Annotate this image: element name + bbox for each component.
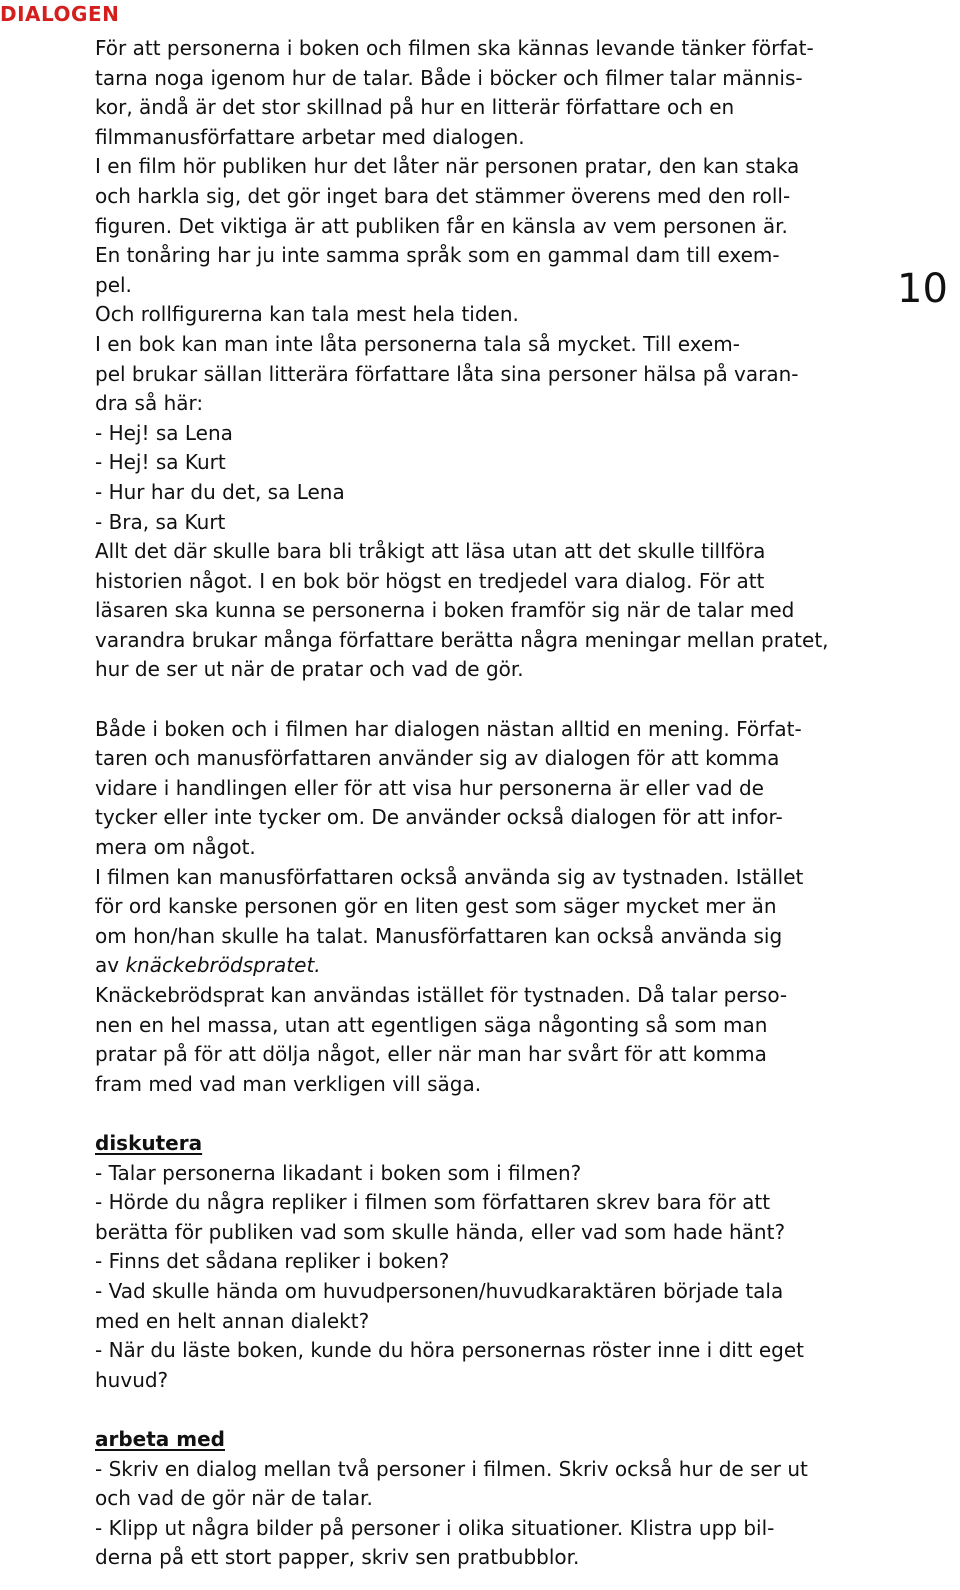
- heading-diskutera: diskutera: [95, 1130, 203, 1155]
- text-line: Både i boken och i filmen har dialogen nästan alltid en mening. Förfat-: [95, 716, 802, 741]
- dialogue-line: - Bra, sa Kurt: [95, 509, 226, 534]
- text-line: figuren. Det viktiga är att publiken får en känsla av vem personen är.: [95, 213, 788, 238]
- question-line: med en helt annan dialekt?: [95, 1308, 370, 1333]
- text-line: dra så här:: [95, 391, 204, 416]
- text-line: I en film hör publiken hur det låter när personen pratar, den kan staka: [95, 154, 800, 179]
- text-line: mera om något.: [95, 835, 256, 860]
- text-line: I en bok kan man inte låta personerna tala så mycket. Till exem-: [95, 331, 740, 356]
- text-line: taren och manusförfattaren använder sig av dialogen för att komma: [95, 746, 780, 771]
- section-title: DIALOGEN: [0, 2, 120, 26]
- task-line: - Klipp ut några bilder på personer i olika situationer. Klistra upp bil-: [95, 1515, 775, 1540]
- text-line: tarna noga igenom hur de talar. Både i böcker och filmer talar männis-: [95, 65, 803, 90]
- text-line: varandra brukar många författare berätta några meningar mellan pratet,: [95, 627, 829, 652]
- text-line: Och rollfigurerna kan tala mest hela tiden.: [95, 302, 519, 327]
- text-line: om hon/han skulle ha talat. Manusförfattaren kan också använda sig: [95, 923, 783, 948]
- text-line: filmmanusförfattare arbetar med dialogen.: [95, 124, 525, 149]
- task-line: derna på ett stort papper, skriv sen pratbubblor.: [95, 1545, 580, 1570]
- text-line: En tonåring har ju inte samma språk som en gammal dam till exem-: [95, 243, 780, 268]
- text-line: fram med vad man verkligen vill säga.: [95, 1071, 482, 1096]
- page-number: 10: [897, 266, 948, 312]
- question-line: - Finns det sådana repliker i boken?: [95, 1249, 450, 1274]
- text-line: kor, ändå är det stor skillnad på hur en litterär författare och en: [95, 95, 735, 120]
- text-line: nen en hel massa, utan att egentligen säga någonting så som man: [95, 1012, 768, 1037]
- italic-term: knäckebrödspratet.: [125, 953, 321, 978]
- task-line: och vad de gör när de talar.: [95, 1486, 373, 1511]
- task-line: - Skriv en dialog mellan två personer i filmen. Skriv också hur de ser ut: [95, 1456, 808, 1481]
- text-line: pel.: [95, 272, 132, 297]
- heading-arbeta-med: arbeta med: [95, 1426, 225, 1451]
- text-line: historien något. I en bok bör högst en tredjedel vara dialog. För att: [95, 568, 765, 593]
- blank-line: [95, 1395, 845, 1425]
- dialogue-line: - Hej! sa Kurt: [95, 450, 226, 475]
- text-line: pel brukar sällan litterära författare låta sina personer hälsa på varan-: [95, 361, 799, 386]
- text-line: pratar på för att dölja något, eller när man har svårt för att komma: [95, 1042, 767, 1067]
- body-text: [95, 34, 845, 1573]
- dialogue-line: - Hur har du det, sa Lena: [95, 479, 345, 504]
- blank-line: [95, 685, 845, 715]
- question-line: - Talar personerna likadant i boken som i filmen?: [95, 1160, 582, 1185]
- text-line: Allt det där skulle bara bli tråkigt att läsa utan att det skulle tillföra: [95, 539, 766, 564]
- text-line: läsaren ska kunna se personerna i boken framför sig när de talar med: [95, 598, 795, 623]
- text-line: och harkla sig, det gör inget bara det stämmer överens med den roll-: [95, 183, 791, 208]
- text-line: tycker eller inte tycker om. De använder också dialogen för att infor-: [95, 805, 783, 830]
- text-line: vidare i handlingen eller för att visa hur personerna är eller vad de: [95, 775, 764, 800]
- text-line-with-italic: [95, 951, 845, 981]
- question-line: - Vad skulle hända om huvudpersonen/huvudkaraktären började tala: [95, 1278, 784, 1303]
- text-line: Knäckebrödsprat kan användas istället för tystnaden. Då talar perso-: [95, 983, 788, 1007]
- question-line: - Hörde du några repliker i filmen som författaren skrev bara för att: [95, 1190, 771, 1215]
- av-prefix: av: [95, 953, 126, 978]
- question-line: huvud?: [95, 1367, 169, 1392]
- question-line: - När du läste boken, kunde du höra personernas röster inne i ditt eget: [95, 1338, 805, 1363]
- dialogue-line: - Hej! sa Lena: [95, 420, 233, 445]
- text-line: för ord kanske personen gör en liten gest som säger mycket mer än: [95, 894, 777, 919]
- text-line: I filmen kan manusförfattaren också använda sig av tystnaden. Istället: [95, 864, 804, 889]
- blank-line: [95, 1099, 845, 1129]
- question-line: berätta för publiken vad som skulle hända, eller vad som hade hänt?: [95, 1219, 786, 1244]
- text-line: För att personerna i boken och filmen ska kännas levande tänker förfat-: [95, 36, 814, 60]
- text-line: hur de ser ut när de pratar och vad de gör.: [95, 657, 524, 682]
